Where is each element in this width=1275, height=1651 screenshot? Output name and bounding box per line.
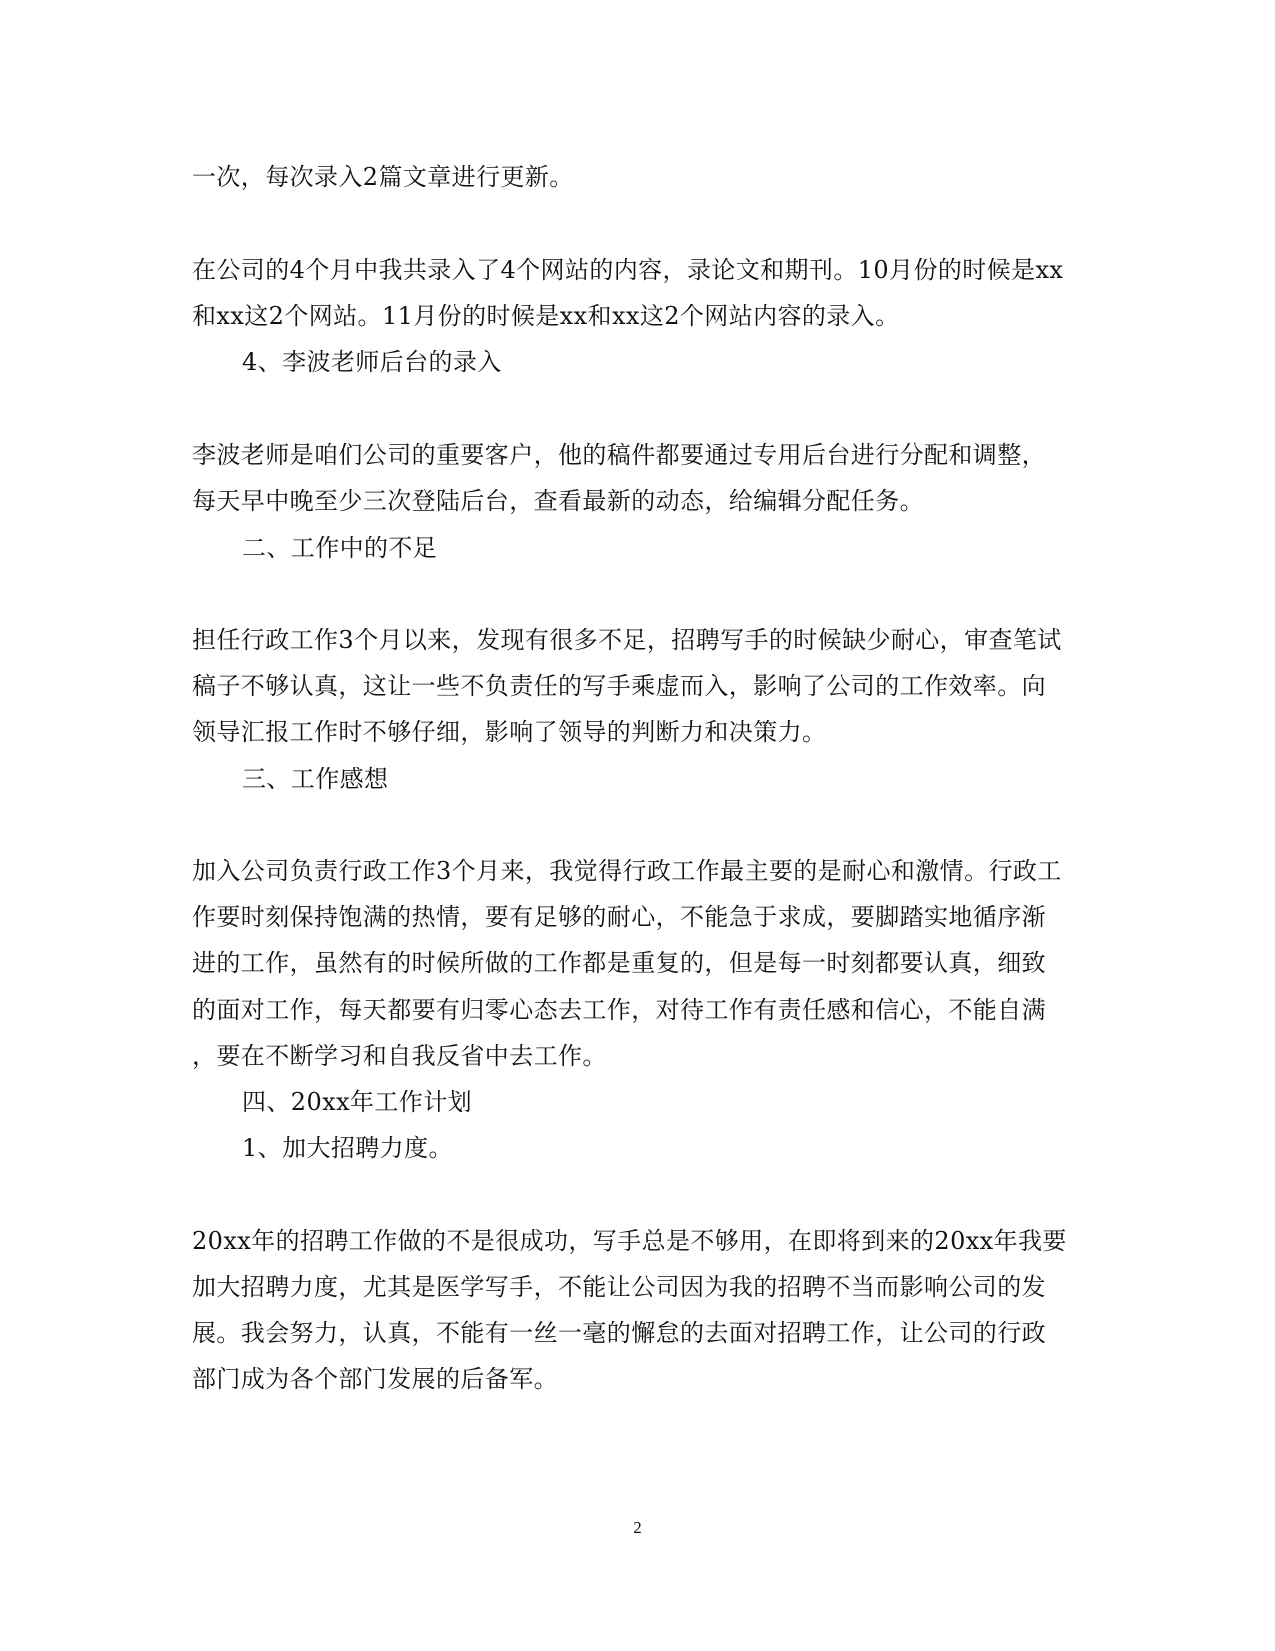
body-text-line: 担任行政工作3个月以来，发现有很多不足，招聘写手的时候缺少耐心，审查笔试 — [192, 626, 1062, 654]
section-heading: 二、工作中的不足 — [242, 534, 438, 562]
section-heading: 三、工作感想 — [242, 765, 389, 793]
body-text-line: 稿子不够认真，这让一些不负责任的写手乘虚而入，影响了公司的工作效率。向 — [192, 672, 1046, 700]
body-text-line: 在公司的4个月中我共录入了4个网站的内容，录论文和期刊。10月份的时候是xx — [192, 256, 1064, 284]
body-text-line: 每天早中晚至少三次登陆后台，查看最新的动态，给编辑分配任务。 — [192, 487, 924, 515]
body-text-line: 和xx这2个网站。11月份的时候是xx和xx这2个网站内容的录入。 — [192, 302, 900, 330]
body-text-line: 加入公司负责行政工作3个月来，我觉得行政工作最主要的是耐心和激情。行政工 — [192, 857, 1062, 885]
body-text-line: 加大招聘力度，尤其是医学写手，不能让公司因为我的招聘不当而影响公司的发 — [192, 1273, 1046, 1301]
body-text-line: 李波老师是咱们公司的重要客户，他的稿件都要通过专用后台进行分配和调整， — [192, 441, 1046, 469]
body-text-line: 一次，每次录入2篇文章进行更新。 — [192, 163, 574, 191]
body-text-line: 部门成为各个部门发展的后备军。 — [192, 1365, 558, 1393]
body-text-line: 领导汇报工作时不够仔细，影响了领导的判断力和决策力。 — [192, 718, 827, 746]
section-heading: 4、李波老师后台的录入 — [242, 348, 502, 376]
section-heading: 四、20xx年工作计划 — [242, 1088, 473, 1116]
body-text-line: ，要在不断学习和自我反省中去工作。 — [192, 1042, 607, 1070]
body-text-line: 进的工作，虽然有的时候所做的工作都是重复的，但是每一时刻都要认真，细致 — [192, 949, 1046, 977]
body-text-line: 作要时刻保持饱满的热情，要有足够的耐心，不能急于求成，要脚踏实地循序渐 — [192, 903, 1046, 931]
subsection-heading: 1、加大招聘力度。 — [242, 1134, 453, 1162]
body-text-line: 展。我会努力，认真，不能有一丝一毫的懈怠的去面对招聘工作，让公司的行政 — [192, 1319, 1046, 1347]
page-number: 2 — [633, 1518, 642, 1537]
body-text-line: 20xx年的招聘工作做的不是很成功，写手总是不够用，在即将到来的20xx年我要 — [192, 1227, 1067, 1255]
body-text-line: 的面对工作，每天都要有归零心态去工作，对待工作有责任感和信心，不能自满 — [192, 996, 1046, 1024]
